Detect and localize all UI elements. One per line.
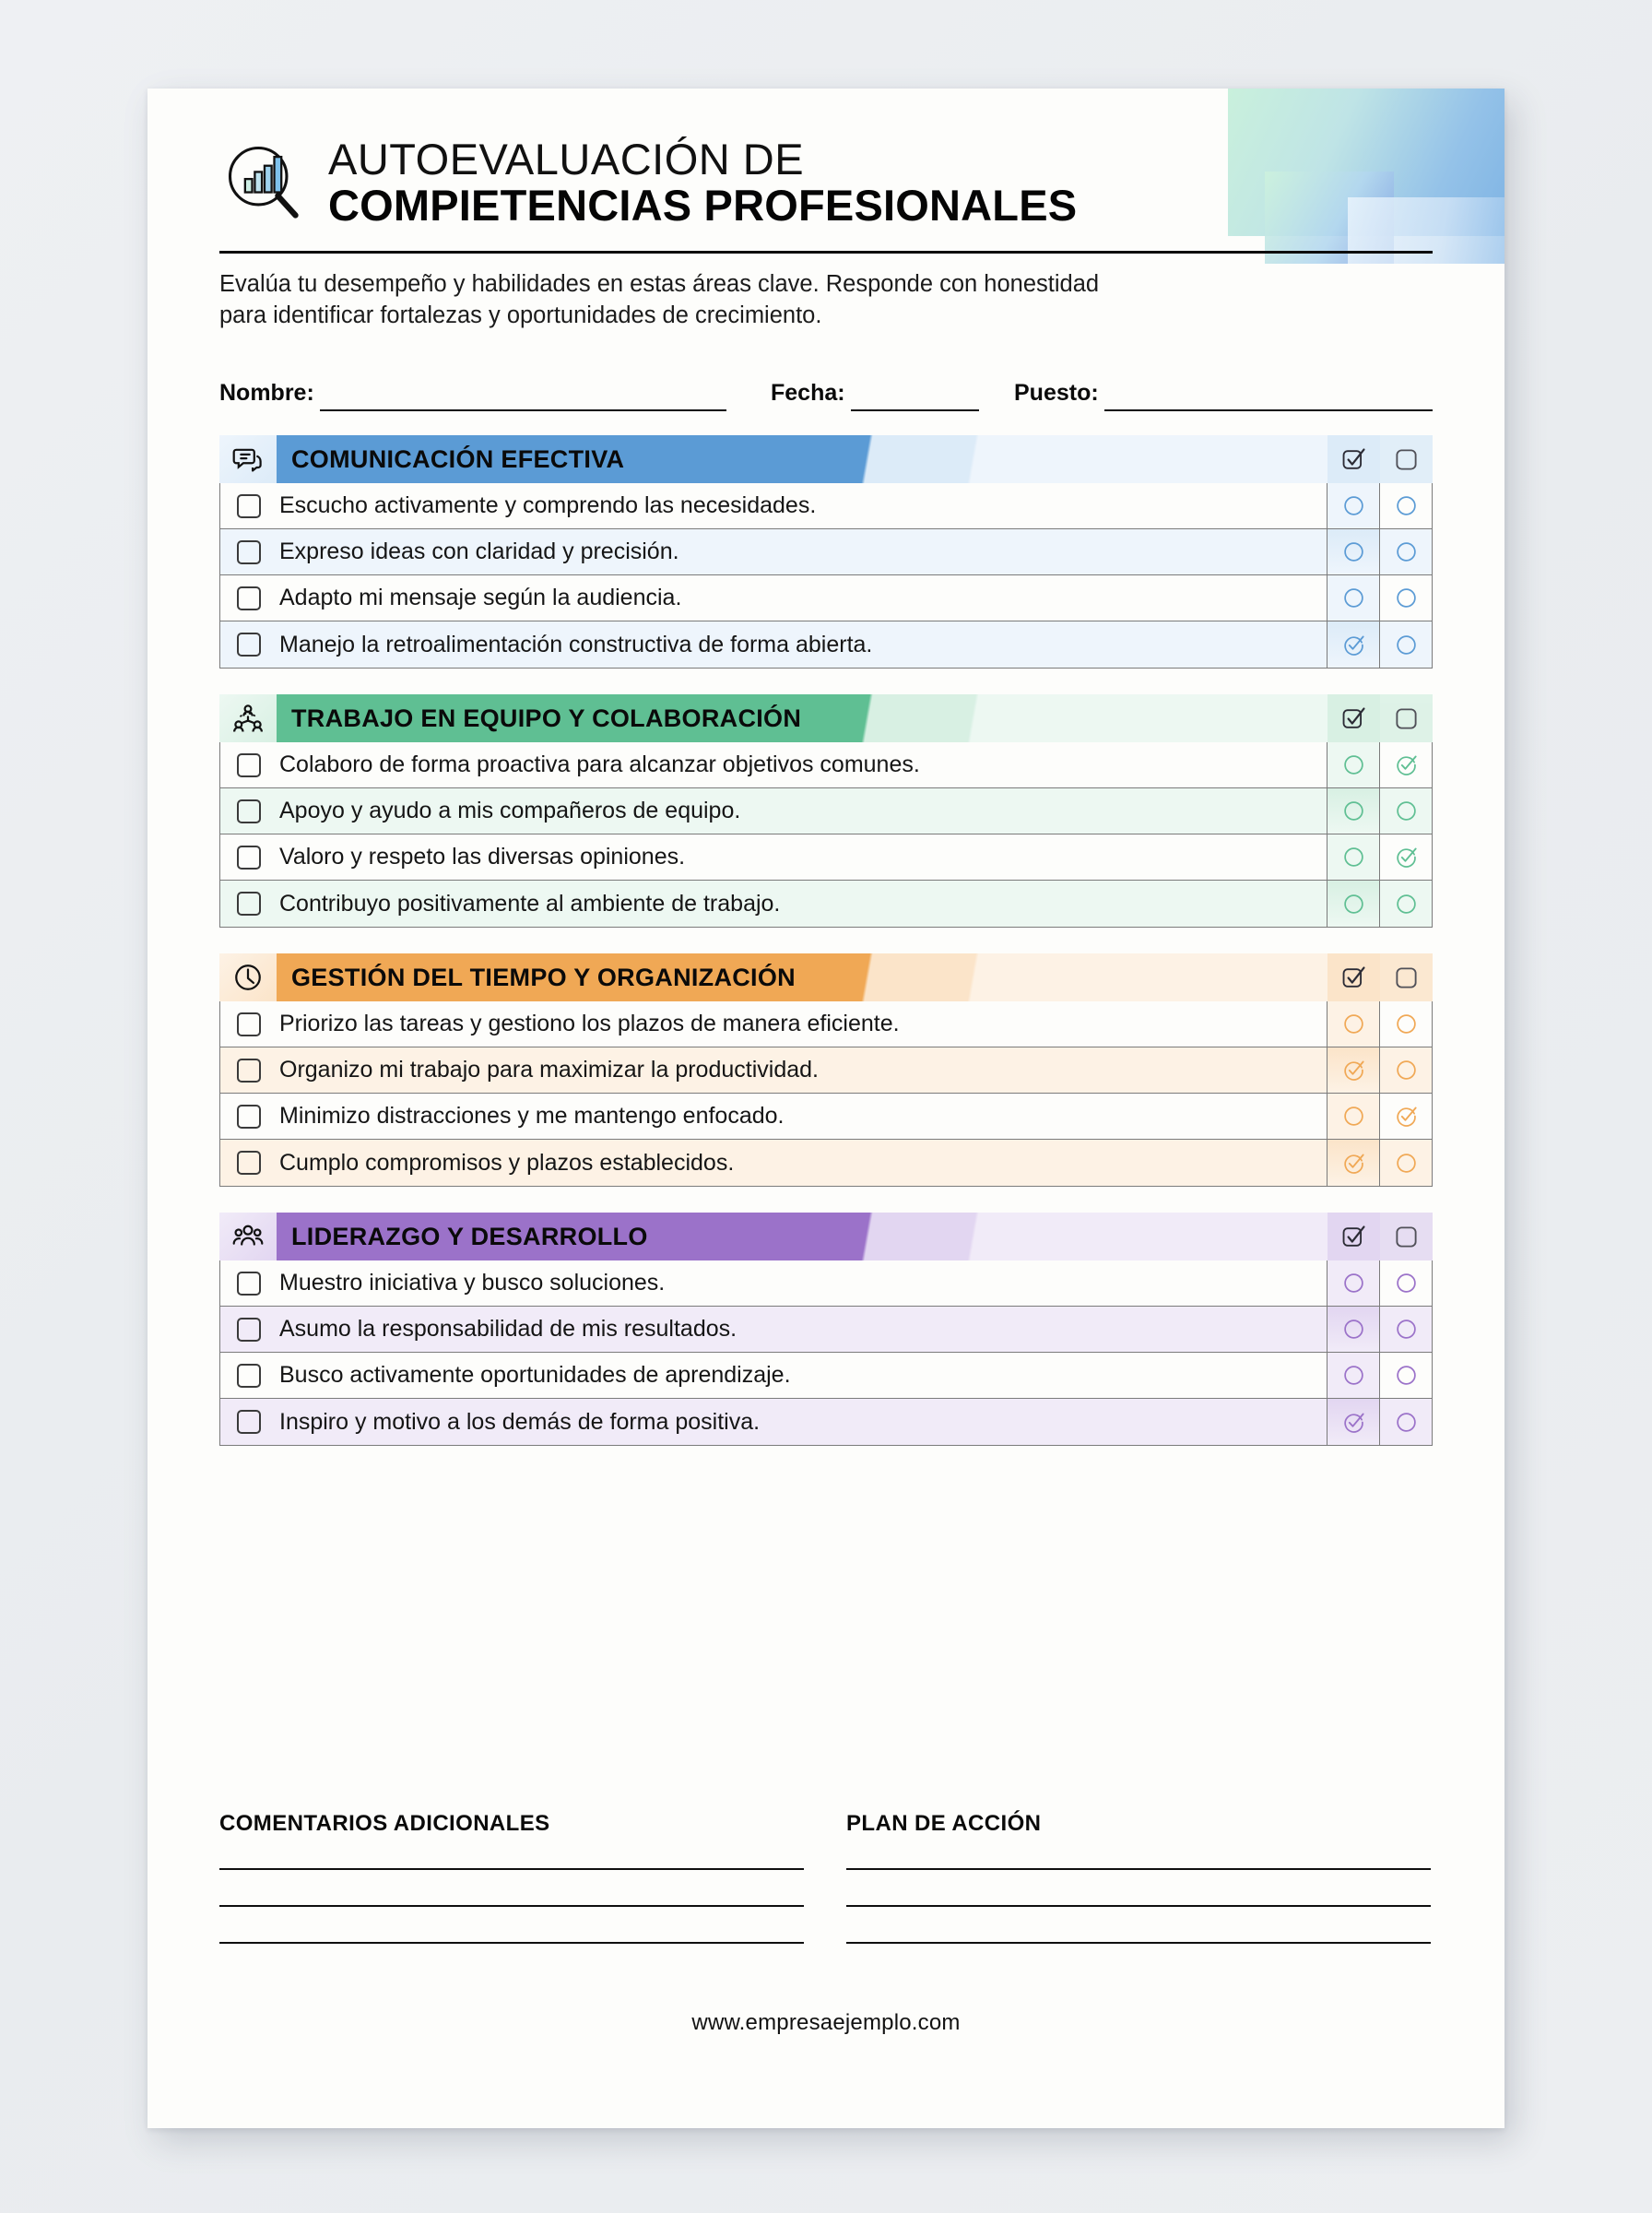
section-header-gestion-tiempo [219, 953, 1433, 1001]
people-group-icon [219, 1213, 277, 1260]
section-title-trabajo-equipo: TRABAJO EN EQUIPO Y COLABORACIÓN [291, 704, 802, 732]
empty-box-icon [237, 1272, 261, 1296]
item-checkbox[interactable] [220, 1094, 277, 1139]
empty-box-icon [237, 1059, 261, 1083]
column-header-2-gestion-tiempo [1380, 953, 1433, 1001]
field-fecha-label: Fecha: [771, 380, 845, 406]
rating-option-1[interactable] [1327, 1001, 1379, 1047]
write-line[interactable] [219, 1942, 804, 1944]
item-text: Escucho activamente y comprendo las necesidades. [279, 492, 817, 518]
rating-option-2[interactable] [1379, 621, 1432, 668]
field-puesto-input[interactable] [1104, 409, 1433, 411]
item-checkbox[interactable] [220, 1307, 277, 1352]
item-checkbox[interactable] [220, 788, 277, 834]
item-text: Organizo mi trabajo para maximizar la productividad. [279, 1057, 819, 1083]
field-nombre[interactable] [219, 365, 726, 411]
item-text: Adapto mi mensaje según la audiencia. [279, 585, 682, 610]
document-header [219, 133, 1077, 231]
rating-option-2[interactable] [1379, 1353, 1432, 1398]
item-checkbox[interactable] [220, 1001, 277, 1047]
item-checkbox[interactable] [220, 529, 277, 574]
table-row [220, 834, 1432, 881]
table-row [220, 621, 1432, 668]
write-line[interactable] [846, 1905, 1431, 1907]
rating-option-1[interactable] [1327, 881, 1379, 927]
empty-box-icon [237, 1410, 261, 1434]
rating-option-2[interactable] [1379, 529, 1432, 574]
rating-option-1[interactable] [1327, 788, 1379, 834]
rating-option-1[interactable] [1327, 1140, 1379, 1186]
rating-option-1[interactable] [1327, 575, 1379, 621]
section-title-band [277, 953, 1328, 1001]
rating-option-2[interactable] [1379, 1047, 1432, 1093]
empty-box-icon [237, 799, 261, 823]
empty-box-icon [237, 1318, 261, 1342]
rating-option-2[interactable] [1379, 742, 1432, 787]
item-text: Inspiro y motivo a los demás de forma positiva. [279, 1408, 761, 1435]
item-checkbox[interactable] [220, 1353, 277, 1398]
section-rows-trabajo-equipo [219, 742, 1433, 928]
item-text: Busco activamente oportunidades de aprendizaje. [279, 1362, 791, 1388]
empty-box-icon [237, 846, 261, 870]
table-row [220, 1094, 1432, 1140]
empty-box-icon [237, 1012, 261, 1036]
section-title-band [277, 1213, 1328, 1260]
item-text: Muestro iniciativa y busco soluciones. [279, 1270, 666, 1296]
column-header-1-gestion-tiempo [1328, 953, 1380, 1001]
rating-option-2[interactable] [1379, 1399, 1432, 1445]
column-header-2-comunicacion [1380, 435, 1433, 483]
field-puesto[interactable] [1014, 365, 1433, 411]
item-checkbox[interactable] [220, 742, 277, 787]
item-checkbox[interactable] [220, 881, 277, 927]
empty-box-icon [237, 1105, 261, 1129]
item-text: Contribuyo positivamente al ambiente de trabajo. [279, 890, 781, 917]
table-row [220, 1353, 1432, 1399]
item-text: Asumo la responsabilidad de mis resultados. [279, 1316, 738, 1342]
section-gestion-tiempo [219, 953, 1433, 1187]
column-header-1-trabajo-equipo [1328, 694, 1380, 742]
item-text: Expreso ideas con claridad y precisión. [279, 538, 679, 564]
column-header-1-liderazgo [1328, 1213, 1380, 1260]
rating-option-2[interactable] [1379, 1094, 1432, 1139]
item-checkbox[interactable] [220, 575, 277, 621]
notes-comentarios-title: COMENTARIOS ADICIONALES [219, 1811, 550, 1836]
section-comunicacion [219, 435, 1433, 669]
table-row [220, 575, 1432, 621]
section-title-band [277, 694, 1328, 742]
rating-option-1[interactable] [1327, 483, 1379, 528]
section-rows-liderazgo [219, 1260, 1433, 1446]
clock-icon [219, 953, 277, 1001]
notes-plan-accion-title: PLAN DE ACCIÓN [846, 1811, 1042, 1836]
title-block [328, 133, 1077, 231]
rating-option-1[interactable] [1327, 1307, 1379, 1352]
empty-box-icon [237, 1364, 261, 1388]
field-nombre-label: Nombre: [219, 380, 314, 406]
field-nombre-input[interactable] [320, 409, 726, 411]
rating-option-1[interactable] [1327, 1353, 1379, 1398]
empty-box-icon [237, 1151, 261, 1175]
empty-box-icon [237, 633, 261, 657]
write-line[interactable] [219, 1868, 804, 1870]
column-header-1-comunicacion [1328, 435, 1380, 483]
section-header-liderazgo [219, 1213, 1433, 1260]
notes-plan-accion [846, 1811, 1431, 1944]
section-trabajo-equipo [219, 694, 1433, 928]
rating-option-2[interactable] [1379, 1140, 1432, 1186]
competency-sections [219, 435, 1433, 1472]
item-text: Priorizo las tareas y gestiono los plazos de manera eficiente. [279, 1011, 900, 1036]
table-row [220, 1260, 1432, 1307]
section-header-comunicacion [219, 435, 1433, 483]
decoration-square-small [1348, 197, 1504, 264]
rating-option-2[interactable] [1379, 1001, 1432, 1047]
section-rows-gestion-tiempo [219, 1001, 1433, 1187]
rating-option-1[interactable] [1327, 1399, 1379, 1445]
field-fecha[interactable] [771, 365, 979, 411]
table-row [220, 1140, 1432, 1186]
rating-option-2[interactable] [1379, 1307, 1432, 1352]
table-row [220, 483, 1432, 529]
field-puesto-label: Puesto: [1014, 380, 1099, 406]
column-header-2-trabajo-equipo [1380, 694, 1433, 742]
section-title-gestion-tiempo: GESTIÓN DEL TIEMPO Y ORGANIZACIÓN [291, 963, 796, 991]
table-row [220, 742, 1432, 788]
header-divider [219, 251, 1433, 254]
empty-box-icon [237, 753, 261, 777]
section-liderazgo [219, 1213, 1433, 1446]
section-header-trabajo-equipo [219, 694, 1433, 742]
rating-option-1[interactable] [1327, 529, 1379, 574]
table-row [220, 1307, 1432, 1353]
write-line[interactable] [219, 1905, 804, 1907]
item-text: Colaboro de forma proactiva para alcanzar objetivos comunes. [279, 751, 920, 777]
rating-option-1[interactable] [1327, 621, 1379, 668]
page-title-line2: COMPIETENCIAS PROFESIONALES [328, 181, 1078, 231]
rating-option-2[interactable] [1379, 788, 1432, 834]
item-text: Manejo la retroalimentación constructiva de forma abierta. [279, 631, 873, 657]
team-network-icon [219, 694, 277, 742]
item-text: Minimizo distracciones y me mantengo enfocado. [279, 1103, 785, 1129]
item-checkbox[interactable] [220, 1047, 277, 1093]
table-row [220, 788, 1432, 834]
speech-bubbles-icon [219, 435, 277, 483]
intro-text: Evalúa tu desempeño y habilidades en estas áreas clave. Responde con honestidad para identificar fortalezas y oportunidades de crecimiento. [219, 271, 1100, 328]
rating-option-1[interactable] [1327, 742, 1379, 787]
section-title-liderazgo: LIDERAZGO Y DESARROLLO [291, 1222, 648, 1250]
item-checkbox[interactable] [220, 483, 277, 528]
item-checkbox[interactable] [220, 1260, 277, 1306]
empty-box-icon [237, 892, 261, 916]
item-text: Cumplo compromisos y plazos establecidos. [279, 1149, 735, 1176]
rating-option-1[interactable] [1327, 1094, 1379, 1139]
rating-option-2[interactable] [1379, 881, 1432, 927]
rating-option-2[interactable] [1379, 1260, 1432, 1306]
notes-area [219, 1811, 1433, 1944]
rating-option-1[interactable] [1327, 1260, 1379, 1306]
table-row [220, 1047, 1432, 1094]
table-row [220, 1399, 1432, 1445]
section-title-band [277, 435, 1328, 483]
identity-fields [219, 365, 1433, 411]
item-checkbox[interactable] [220, 1140, 277, 1186]
item-checkbox[interactable] [220, 834, 277, 880]
table-row [220, 881, 1432, 927]
rating-option-2[interactable] [1379, 834, 1432, 880]
notes-comentarios [219, 1811, 804, 1944]
rating-option-1[interactable] [1327, 1047, 1379, 1093]
page-title-line1: AUTOEVALUACIÓN DE [328, 135, 805, 183]
item-checkbox[interactable] [220, 1399, 277, 1445]
item-text: Apoyo y ayudo a mis compañeros de equipo. [279, 798, 741, 823]
chart-magnifier-icon [219, 137, 308, 226]
empty-box-icon [237, 494, 261, 518]
table-row [220, 1001, 1432, 1047]
worksheet-page [148, 89, 1504, 2128]
write-line[interactable] [846, 1868, 1431, 1870]
field-fecha-input[interactable] [851, 409, 979, 411]
item-checkbox[interactable] [220, 621, 277, 668]
write-line[interactable] [846, 1942, 1431, 1944]
rating-option-2[interactable] [1379, 483, 1432, 528]
rating-option-2[interactable] [1379, 575, 1432, 621]
column-header-2-liderazgo [1380, 1213, 1433, 1260]
section-rows-comunicacion [219, 483, 1433, 669]
empty-box-icon [237, 586, 261, 610]
footer-website: www.empresaejemplo.com [691, 2010, 961, 2035]
item-text: Valoro y respeto las diversas opiniones. [279, 844, 686, 870]
section-title-comunicacion: COMUNICACIÓN EFECTIVA [291, 444, 625, 473]
corner-decoration [1228, 89, 1504, 264]
rating-option-1[interactable] [1327, 834, 1379, 880]
empty-box-icon [237, 540, 261, 564]
table-row [220, 529, 1432, 575]
